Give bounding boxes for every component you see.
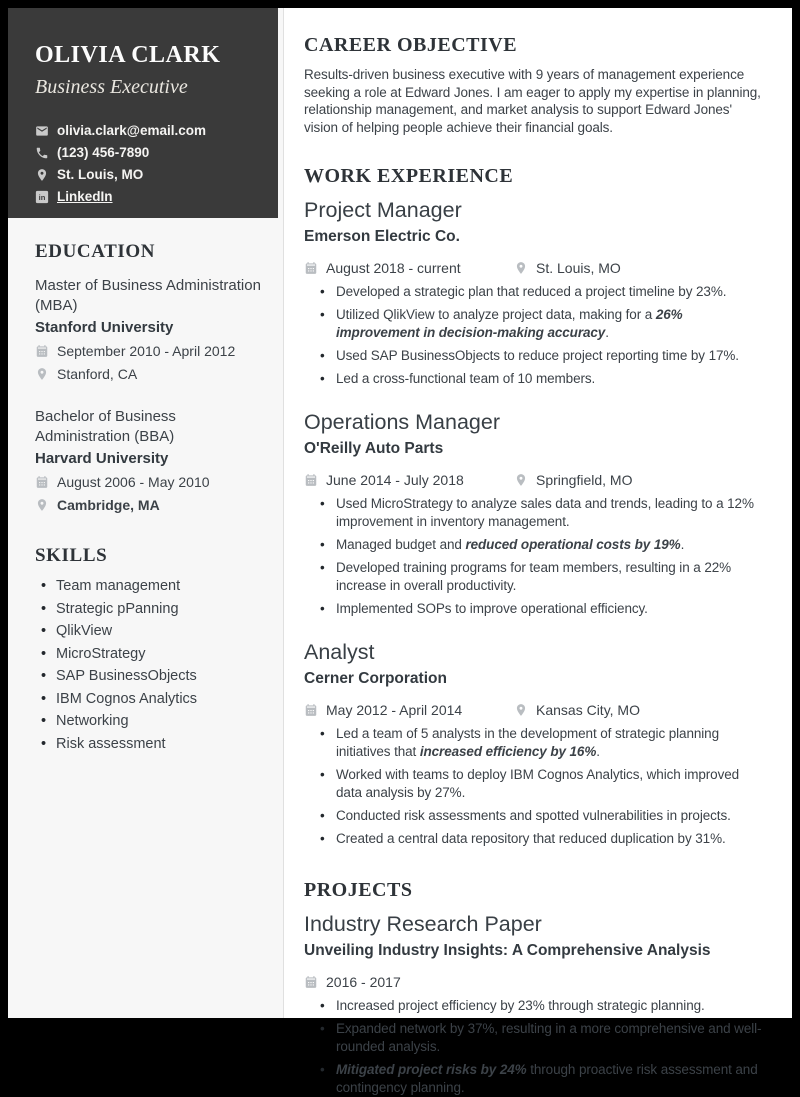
work-section bbox=[304, 165, 766, 848]
identity-block bbox=[8, 8, 278, 218]
email-icon bbox=[35, 124, 49, 138]
education-location-row bbox=[35, 497, 265, 513]
location-icon bbox=[514, 473, 528, 487]
objective-text: Results-driven business executive with 9 years of management experience seeking a role at Edward Jones. I am eager to apply my expertise in planning, relationship management, and market analysis to support Edward Jones' vision of helping people achieve their financial goals. bbox=[304, 67, 761, 135]
job-title: Analyst bbox=[304, 640, 375, 664]
job-location: Springfield, MO bbox=[536, 472, 633, 488]
job-meta bbox=[304, 465, 766, 488]
job-dates-row bbox=[304, 702, 514, 718]
project-dates-row bbox=[304, 974, 514, 990]
bullet-item: • Used MicroStrategy to analyze sales data and trends, leading to a 12% improvement in inventory management. bbox=[304, 495, 766, 531]
skill-item: • QlikView bbox=[35, 623, 265, 639]
job-title: Operations Manager bbox=[304, 410, 500, 434]
job-dates-row bbox=[304, 260, 514, 276]
bullet-item: • Created a central data repository that reduced duplication by 31%. bbox=[304, 830, 766, 848]
education-item bbox=[35, 407, 265, 513]
bullet-item: • Expanded network by 37%, resulting in a more comprehensive and well-rounded analysis. bbox=[304, 1020, 766, 1056]
skill-item: • MicroStrategy bbox=[35, 646, 265, 662]
calendar-icon bbox=[304, 975, 318, 989]
main-content bbox=[284, 8, 792, 1095]
sidebar bbox=[8, 8, 284, 1018]
contact-text-location: St. Louis, MO bbox=[57, 167, 144, 182]
job-entry bbox=[304, 198, 766, 388]
job-location-row bbox=[514, 472, 632, 488]
job-location: St. Louis, MO bbox=[536, 260, 621, 276]
bullet-list bbox=[304, 495, 766, 618]
contact-text-email: olivia.clark@email.com bbox=[57, 123, 206, 138]
bullet-item: • Managed budget and reduced operational costs by 19%. bbox=[304, 536, 766, 554]
bullet-list bbox=[304, 283, 766, 388]
education-items bbox=[35, 276, 265, 513]
linkedin-icon bbox=[35, 190, 49, 204]
job-meta bbox=[304, 253, 766, 276]
project-subtitle: Unveiling Industry Insights: A Comprehensive Analysis bbox=[304, 942, 711, 959]
svg-text:in: in bbox=[38, 192, 46, 202]
education-heading: EDUCATION bbox=[35, 241, 156, 262]
project-entry bbox=[304, 912, 766, 1097]
education-location-row bbox=[35, 366, 265, 382]
job-title: Project Manager bbox=[304, 198, 462, 222]
degree-name: Master of Business Administration (MBA) bbox=[35, 277, 261, 314]
bullet-item: • Increased project efficiency by 23% through strategic planning. bbox=[304, 997, 766, 1015]
bullet-item: • Conducted risk assessments and spotted vulnerabilities in projects. bbox=[304, 807, 766, 825]
bullet-item: • Developed a strategic plan that reduced a project timeline by 23%. bbox=[304, 283, 766, 301]
bullet-item: • Developed training programs for team members, resulting in a 22% increase in overall productivity. bbox=[304, 559, 766, 595]
bullet-list bbox=[304, 725, 766, 848]
bullet-item: • Utilized QlikView to analyze project data, making for a 26% improvement in decision-making accuracy. bbox=[304, 306, 766, 342]
phone-icon bbox=[35, 146, 49, 160]
project-entries bbox=[304, 912, 766, 1097]
calendar-icon bbox=[304, 261, 318, 275]
objective-heading: CAREER OBJECTIVE bbox=[304, 34, 518, 56]
sidebar-body bbox=[8, 241, 283, 752]
skill-item: • Risk assessment bbox=[35, 736, 265, 752]
job-location-row bbox=[514, 260, 621, 276]
projects-section bbox=[304, 879, 766, 1097]
bullet-item: • Implemented SOPs to improve operational efficiency. bbox=[304, 600, 766, 618]
person-name: OLIVIA CLARK bbox=[35, 42, 221, 68]
skills-list bbox=[35, 578, 265, 752]
project-meta bbox=[304, 967, 766, 990]
calendar-icon bbox=[35, 344, 49, 358]
skill-item: • Team management bbox=[35, 578, 265, 594]
bullet-list bbox=[304, 997, 766, 1097]
job-dates: June 2014 - July 2018 bbox=[326, 472, 464, 488]
job-entry bbox=[304, 410, 766, 618]
contact-text-linkedin[interactable]: LinkedIn bbox=[57, 189, 113, 204]
school-name: Stanford University bbox=[35, 319, 174, 336]
resume-page bbox=[8, 8, 792, 1095]
projects-heading: PROJECTS bbox=[304, 879, 413, 901]
job-entry bbox=[304, 640, 766, 848]
objective-section bbox=[304, 34, 766, 136]
education-dates: August 2006 - May 2010 bbox=[57, 474, 210, 490]
company-name: Emerson Electric Co. bbox=[304, 228, 460, 245]
project-dates: 2016 - 2017 bbox=[326, 974, 401, 990]
education-section bbox=[35, 241, 265, 513]
education-location: Cambridge, MA bbox=[57, 497, 160, 513]
education-dates-row bbox=[35, 343, 265, 359]
contact-item-linkedin[interactable] bbox=[35, 189, 260, 204]
calendar-icon bbox=[304, 473, 318, 487]
education-location: Stanford, CA bbox=[57, 366, 138, 382]
skills-heading: SKILLS bbox=[35, 545, 108, 566]
project-title: Industry Research Paper bbox=[304, 912, 542, 936]
bullet-item: • Used SAP BusinessObjects to reduce project reporting time by 17%. bbox=[304, 347, 766, 365]
contact-list bbox=[35, 123, 260, 204]
education-item bbox=[35, 276, 265, 382]
calendar-icon bbox=[304, 703, 318, 717]
skill-item: • Networking bbox=[35, 713, 265, 729]
location-icon bbox=[514, 261, 528, 275]
education-dates: September 2010 - April 2012 bbox=[57, 343, 236, 359]
skill-item: • SAP BusinessObjects bbox=[35, 668, 265, 684]
skills-section bbox=[35, 545, 265, 752]
job-meta bbox=[304, 695, 766, 718]
degree-name: Bachelor of Business Administration (BBA) bbox=[35, 408, 176, 445]
bullet-item: • Worked with teams to deploy IBM Cognos Analytics, which improved data analysis by 27%. bbox=[304, 766, 766, 802]
job-entries bbox=[304, 198, 766, 848]
contact-item-phone bbox=[35, 145, 260, 160]
company-name: O'Reilly Auto Parts bbox=[304, 440, 444, 457]
job-dates: August 2018 - current bbox=[326, 260, 461, 276]
company-name: Cerner Corporation bbox=[304, 670, 447, 687]
work-heading: WORK EXPERIENCE bbox=[304, 165, 514, 187]
job-location-row bbox=[514, 702, 640, 718]
skill-item: • IBM Cognos Analytics bbox=[35, 691, 265, 707]
person-role: Business Executive bbox=[35, 76, 188, 98]
job-location: Kansas City, MO bbox=[536, 702, 640, 718]
skill-item: • Strategic pPanning bbox=[35, 601, 265, 617]
contact-item-email bbox=[35, 123, 260, 138]
contact-text-phone: (123) 456-7890 bbox=[57, 145, 150, 160]
calendar-icon bbox=[35, 475, 49, 489]
contact-item-location bbox=[35, 167, 260, 182]
bullet-item: • Mitigated project risks by 24% through proactive risk assessment and contingency planning. bbox=[304, 1061, 766, 1097]
job-dates-row bbox=[304, 472, 514, 488]
bullet-item: • Led a cross-functional team of 10 members. bbox=[304, 370, 766, 388]
location-icon bbox=[35, 168, 49, 182]
job-dates: May 2012 - April 2014 bbox=[326, 702, 463, 718]
location-icon bbox=[35, 367, 49, 381]
education-dates-row bbox=[35, 474, 265, 490]
school-name: Harvard University bbox=[35, 450, 169, 467]
bullet-item: • Led a team of 5 analysts in the development of strategic planning initiatives that increased efficiency by 16%. bbox=[304, 725, 766, 761]
location-icon bbox=[35, 498, 49, 512]
location-icon bbox=[514, 703, 528, 717]
